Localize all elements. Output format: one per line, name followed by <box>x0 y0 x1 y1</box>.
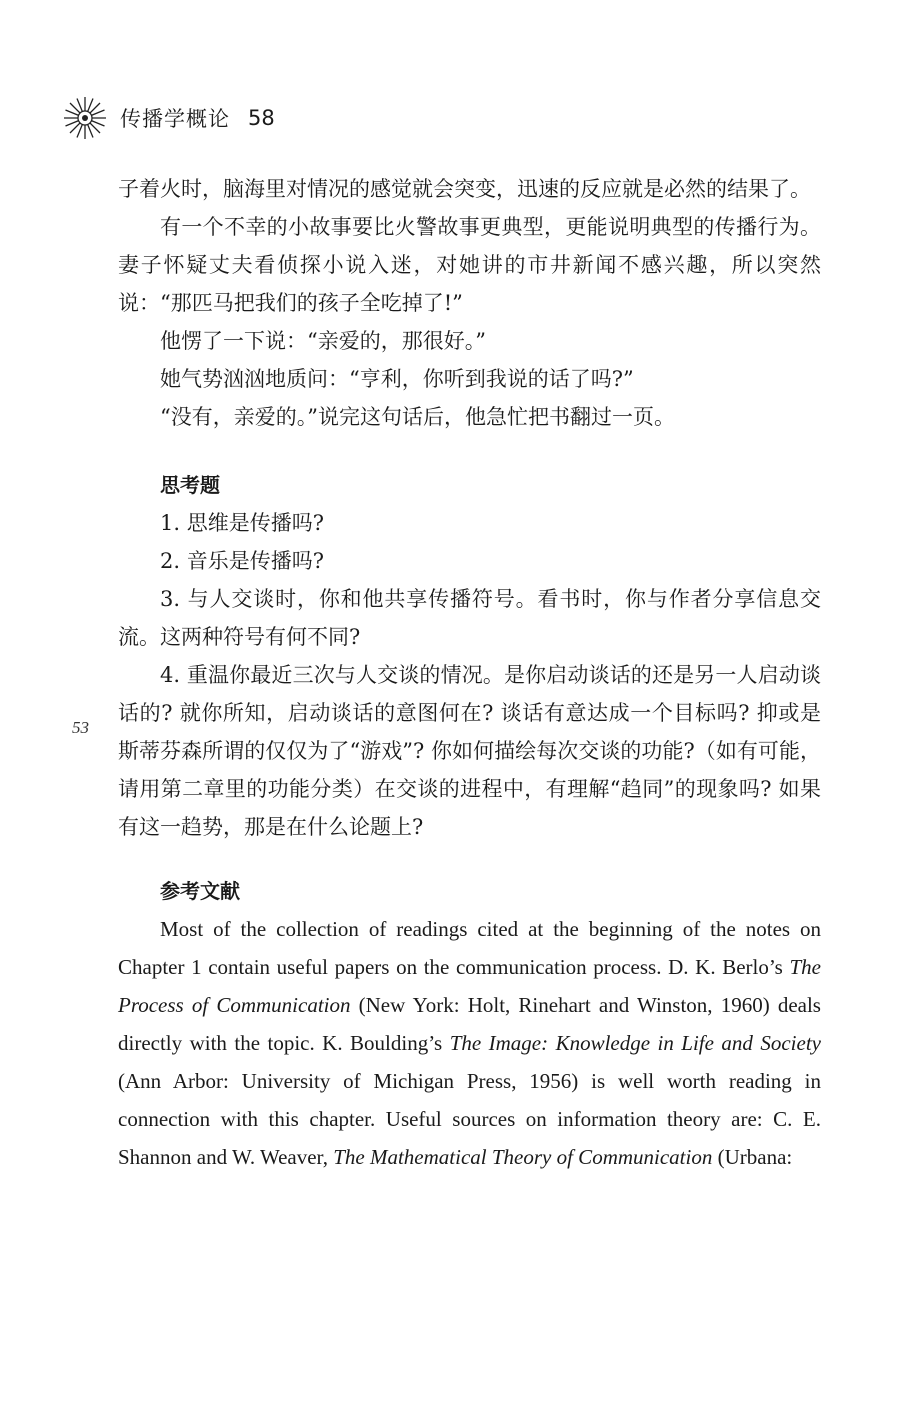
question-item: 2. 音乐是传播吗? <box>160 549 324 573</box>
paragraph: 她气势汹汹地质问：“亨利，你听到我说的话了吗?” <box>160 367 634 391</box>
page-body <box>118 170 821 1176</box>
references-paragraph <box>118 910 821 1176</box>
reference-text: (New York: Holt, Rinehart and Winston, 1960) deals directly with the topic. K. Boulding’s <box>118 993 821 1055</box>
page-header <box>62 96 275 140</box>
book-title: The Process of Communication <box>118 955 821 1017</box>
reference-text: (Urbana: <box>712 1145 793 1169</box>
book-title: The Mathematical Theory of Communication <box>333 1145 713 1169</box>
references-heading: 参考文献 <box>160 879 240 903</box>
margin-page-reference: 53 <box>72 718 89 737</box>
page-number: 58 <box>248 106 275 130</box>
paragraph: 他愣了一下说：“亲爱的，那很好。” <box>160 329 486 353</box>
running-title: 传播学概论 <box>120 107 230 131</box>
reference-text: Most of the collection of readings cited at the beginning of the notes on Chapter 1 contain useful papers on the communication process. D. K. Berlo’s <box>118 917 821 979</box>
question-item: 4. 重温你最近三次与人交谈的情况。是你启动谈话的还是另一人启动谈话的? 就你所知，启动谈话的意图何在? 谈话有意达成一个目标吗? 抑或是斯蒂芬森所谓的仅仅为了“游戏”? 你如何描绘每次交谈的功能?（如有可能，请用第二章里的功能分类）在交谈的进程中，有理解“趋同”的现象吗? 如果有这一趋势，那是在什么论题上? <box>118 663 821 839</box>
sunflower-ornament-icon <box>62 95 108 141</box>
reference-text: (Ann Arbor: University of Michigan Press, 1956) is well worth reading in connection with this chapter. Useful sources on information theory are: C. E. Shannon and W. Weaver, <box>118 1069 821 1169</box>
questions-heading: 思考题 <box>160 473 220 497</box>
question-item: 1. 思维是传播吗? <box>160 511 324 535</box>
paragraph: “没有，亲爱的。”说完这句话后，他急忙把书翻过一页。 <box>160 405 675 429</box>
paragraph: 有一个不幸的小故事要比火警故事更典型，更能说明典型的传播行为。妻子怀疑丈夫看侦探小说入迷，对她讲的市井新闻不感兴趣，所以突然说：“那匹马把我们的孩子全吃掉了!” <box>118 215 821 315</box>
book-title: The Image: Knowledge in Life and Society <box>449 1031 821 1055</box>
paragraph: 子着火时，脑海里对情况的感觉就会突变，迅速的反应就是必然的结果了。 <box>118 177 811 201</box>
question-item: 3. 与人交谈时，你和他共享传播符号。看书时，你与作者分享信息交流。这两种符号有何不同? <box>118 587 821 649</box>
